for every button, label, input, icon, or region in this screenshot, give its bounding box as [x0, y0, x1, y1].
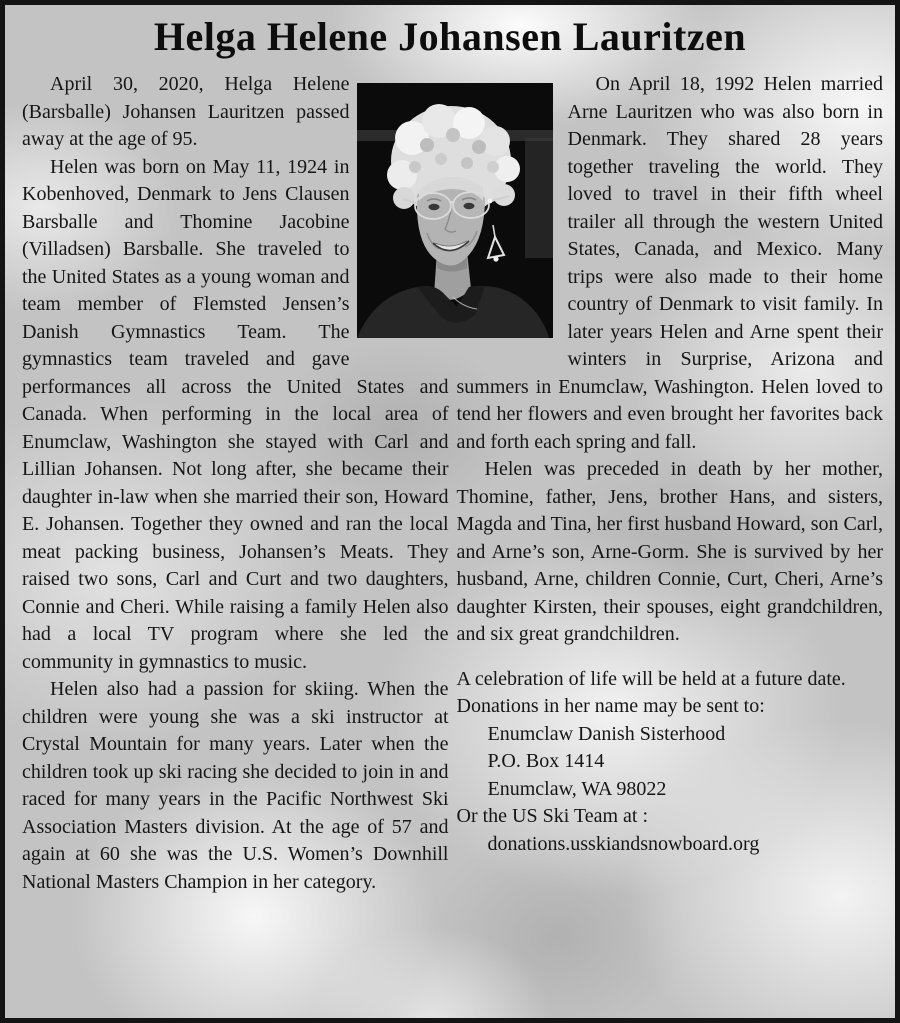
obituary-paragraph: Helen was preceded in death by her mother, Thomine, father, Jens, brother Hans, and sisters, Magda and Tina, her first husband Howard, son Carl, and Arne’s son, Arne-Gorm. She is survived by her husband, Arne, children Connie, Curt, Cheri, Arne’s daughter Kirsten, their spouses, eight grandchildren, and six great grandchildren.	[456, 458, 883, 645]
obituary-paragraph: Helen also had a passion for skiing. When the children were young she was a ski instructor at Crystal Mountain for many years. Later when the children took up ski racing she decided to join in and raced for many years in the Pacific Northwest Ski Association Masters division. At the age of 57 and again at 60 she was the U.S. Women’s Downhill National Masters Champion in her category.	[22, 678, 449, 893]
donation-url: donations.usskiandsnowboard.org	[487, 832, 760, 855]
donation-city-zip: Enumclaw, WA 98022	[487, 777, 667, 800]
obituary-paragraph: Helen was born on May 11, 1924 in Kobenhoved, Denmark to Jens Clausen Barsballe and Thomine Jacobine (Villadsen) Barsballe. She traveled to the United States as a young woman and team member of Flemsted Jensen’s Danish Gymnastics Team. The gymnastics team traveled and gave performances all across the United States and Canada. When performing in the local area of Enumclaw, Washington she stayed with Carl and Lillian Johansen. Not long after, she became their daughter in-law when she married their son, Howard E. Johansen. Together they owned and ran the local meat packing business, Johansen’s Meats. They raised two sons, Carl and Curt and two daughters, Connie and Cheri. While raising a family Helen also had a local TV program where she led the community in gymnastics to music.	[22, 155, 449, 673]
donation-org-name: Enumclaw Danish Sisterhood	[487, 722, 726, 745]
donation-alt-intro: Or the US Ski Team at :	[456, 805, 649, 827]
celebration-note: A celebration of life will be held at a future date.	[456, 667, 846, 690]
helen-portrait-photo	[357, 83, 553, 338]
page-title: Helga Helene Johansen Lauritzen	[153, 14, 747, 59]
donations-intro: Donations in her name may be sent to:	[456, 695, 765, 717]
closing-block	[457, 666, 884, 859]
obituary-paragraph: On April 18, 1992 Helen married Arne Lauritzen who was also born in Denmark. They shared 28 years together traveling the world. They loved to travel in their fifth wheel trailer all through the western United States, Canada, and Mexico. Many trips were also made to their home country of Denmark to visit family. In later years Helen and Arne spent their winters in Surprise, Arizona and summers in Enumclaw, Washington. Helen loved to tend her flowers and even brought her favorites back and forth each spring and fall.	[456, 73, 883, 453]
obituary-paragraph: April 30, 2020, Helga Helene (Barsballe) Johansen Lauritzen passed away at the age of 95.	[22, 73, 350, 150]
portrait-illustration	[357, 83, 553, 338]
donation-po-box: P.O. Box 1414	[487, 750, 605, 772]
